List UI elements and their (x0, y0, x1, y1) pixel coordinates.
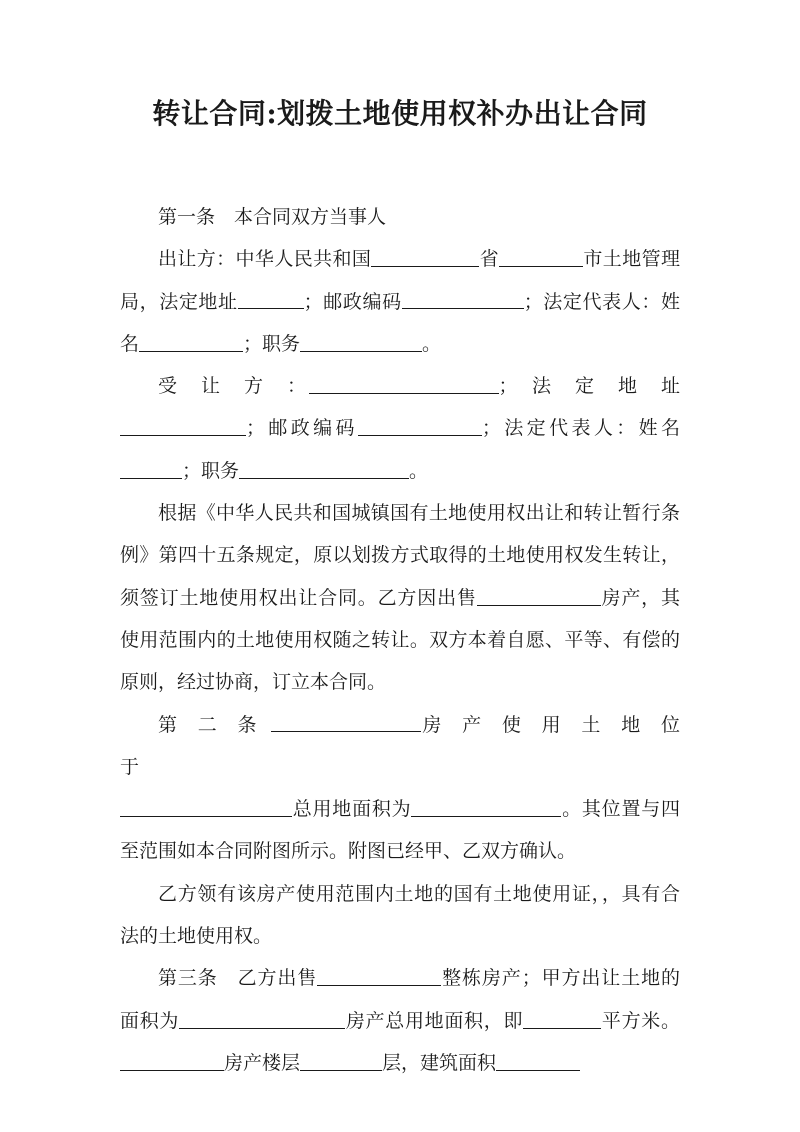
transferor-representative-label: ；法定代表人：姓名 (120, 290, 680, 355)
land-area-blank[interactable] (179, 1009, 345, 1029)
transferor-address-label: 市土地管理局，法定地址 (120, 248, 680, 313)
article-3-label: 第三条 乙方出售 (158, 967, 318, 990)
square-meters-blank[interactable] (523, 1009, 601, 1029)
transferor-title-blank[interactable] (300, 332, 422, 352)
transferee-representative-blank[interactable] (120, 459, 182, 479)
transferee-title-blank[interactable] (239, 459, 409, 479)
transferee-postcode-label: ；邮政编码 (246, 417, 358, 440)
land-area-label: 整栋房产；甲方出让土地的面积为 (120, 967, 680, 1032)
floor-property-blank[interactable] (120, 1051, 224, 1071)
article-2-property-blank[interactable] (271, 712, 421, 732)
legal-basis-text: 根据《中华人民共和国城镇国有土地使用权出让和转让暂行条例》第四十五条规定，原以划拨方式取得的土地使用权发生转让，须签订土地使用权出让合同。乙方因出售 (120, 502, 680, 609)
article-2-paragraph (120, 788, 680, 873)
article-2-label: 第 二 条 (158, 713, 258, 736)
total-area-blank[interactable] (411, 797, 561, 817)
transferor-paragraph (120, 238, 680, 365)
city-blank[interactable] (499, 247, 583, 267)
transferor-title-label: ；职务 (243, 332, 301, 355)
transferee-postcode-blank[interactable] (358, 416, 482, 436)
article-1-heading (120, 196, 680, 238)
floors-blank[interactable] (300, 1051, 382, 1071)
transferor-address-blank[interactable] (238, 289, 304, 309)
article-1-text: 第一条 本合同双方当事人 (158, 206, 387, 228)
contract-body (120, 196, 699, 1084)
transferee-address-label: ； 法 定 地 址 (498, 375, 680, 398)
transferee-end: 。 (409, 459, 429, 482)
transferee-address-blank[interactable] (120, 416, 246, 436)
sale-property-blank[interactable] (317, 966, 441, 986)
transferee-paragraph (120, 407, 680, 492)
transferor-representative-blank[interactable] (139, 332, 243, 352)
transferor-postcode-label: ；邮政编码 (303, 290, 402, 313)
legal-basis-paragraph (120, 492, 680, 703)
location-blank[interactable] (120, 797, 292, 817)
square-meters-label: 平方米。 (601, 1009, 680, 1032)
transferee-representative-label: ；法定代表人：姓名 (481, 417, 680, 440)
legal-basis-continued: 房产，其使用范围内的土地使用权随之转让。双方本着自愿、平等、有偿的原则，经过协商，订立本合同。 (120, 586, 680, 694)
article-2-location-label: 房 产 使 用 土 地 位 于 (120, 713, 699, 778)
article-2-text: 。其位置与四至范围如本合同附图所示。附图已经甲、乙双方确认。 (120, 798, 680, 863)
transferee-line-1 (120, 365, 680, 407)
province-label: 省 (479, 248, 500, 271)
building-area-blank[interactable] (496, 1051, 580, 1071)
total-land-area-label: 房产总用地面积，即 (345, 1009, 524, 1032)
total-area-label: 总用地面积为 (292, 798, 412, 821)
transferee-label: 受 让 方 ： (158, 375, 309, 398)
land-certificate-text: 乙方领有该房产使用范围内土地的国有土地使用证，，具有合法的土地使用权。 (120, 882, 680, 948)
province-blank[interactable] (371, 247, 479, 267)
land-certificate-paragraph (120, 873, 680, 958)
transferee-name-blank[interactable] (309, 374, 499, 394)
article-3-paragraph (120, 957, 680, 1084)
building-area-label: 层，建筑面积 (382, 1051, 497, 1074)
transferor-label: 出让方：中华人民共和国 (158, 248, 372, 271)
transferor-end: 。 (422, 332, 442, 355)
transferor-postcode-blank[interactable] (402, 289, 524, 309)
transferee-title-label: ；职务 (182, 459, 240, 482)
document-title: 转让合同:划拨土地使用权补办出让合同 (152, 97, 648, 130)
article-2-line-1 (120, 704, 699, 789)
property-blank[interactable] (477, 586, 601, 606)
floors-label: 房产楼层 (224, 1051, 301, 1074)
